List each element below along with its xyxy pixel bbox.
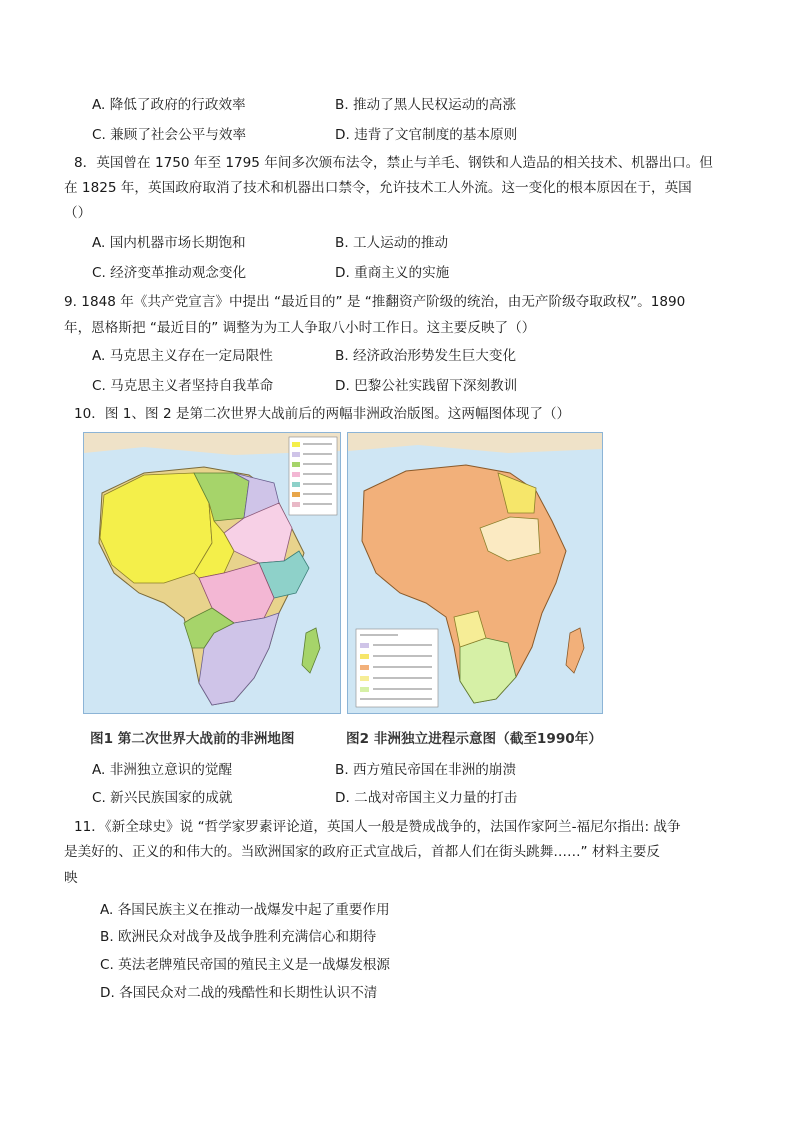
fig1-caption: 图1 第二次世界大战前的非洲地图 [90, 731, 295, 747]
q8-option-a: A. 国内机器市场长期饱和 [92, 235, 246, 251]
q8-option-b: B. 工人运动的推动 [335, 235, 449, 251]
q9-stem-line1: 9. 1848 年《共产党宣言》中提出 “最近目的” 是 “推翻资产阶级的统治，由无产阶级夺取政权”。1890 [64, 294, 686, 310]
q11-option-a: A. 各国民族主义在推动一战爆发中起了重要作用 [100, 902, 390, 918]
q11-stem-line1: 11．《新全球史》说 “哲学家罗素评论道，英国人一般是赞成战争的，法国作家阿兰-福尼尔指出: 战争 [74, 819, 681, 835]
q11-option-c: C. 英法老牌殖民帝国的殖民主义是一战爆发根源 [100, 957, 391, 973]
q11-stem-line3: 映 [64, 870, 78, 886]
q9-option-b: B. 经济政治形势发生巨大变化 [335, 348, 517, 364]
q7-option-d: D. 违背了文官制度的基本原则 [335, 127, 518, 143]
q11-stem-line2: 是美好的、正义的和伟大的。当欧洲国家的政府正式宣战后，首都人们在街头跳舞……” 材料主要反 [64, 844, 660, 860]
africa-map-prewar [83, 432, 341, 714]
africa-map-independence [347, 432, 603, 714]
q8-stem-line3: （） [64, 205, 92, 221]
fig2-caption: 图2 非洲独立进程示意图（截至1990年） [346, 731, 602, 747]
q11-option-d: D. 各国民众对二战的残酷性和长期性认识不清 [100, 985, 378, 1001]
q9-stem-line2: 年，恩格斯把 “最近目的” 调整为为工人争取八小时工作日。这主要反映了（） [64, 320, 536, 336]
q7-option-c: C. 兼顾了社会公平与效率 [92, 127, 247, 143]
q9-option-d: D. 巴黎公社实践留下深刻教训 [335, 378, 518, 394]
q10-option-c: C. 新兴民族国家的成就 [92, 790, 233, 806]
q7-option-a: A. 降低了政府的行政效率 [92, 97, 246, 113]
q10-option-b: B. 西方殖民帝国在非洲的崩溃 [335, 762, 517, 778]
q8-stem-line1: 8．英国曾在 1750 年至 1795 年间多次颁布法令，禁止与羊毛、钢铁和人造品的相关技术、机器出口。但 [74, 155, 713, 171]
q10-option-a: A. 非洲独立意识的觉醒 [92, 762, 233, 778]
q10-stem: 10．图 1、图 2 是第二次世界大战前后的两幅非洲政治版图。这两幅图体现了（） [74, 406, 571, 422]
africa-maps [83, 432, 603, 714]
q8-option-c: C. 经济变革推动观念变化 [92, 265, 247, 281]
q8-stem-line2: 在 1825 年，英国政府取消了技术和机器出口禁令，允许技术工人外流。这一变化的根本原因在于，英国 [64, 180, 692, 196]
q11-option-b: B. 欧洲民众对战争及战争胜利充满信心和期待 [100, 929, 377, 945]
q8-option-d: D. 重商主义的实施 [335, 265, 450, 281]
q10-option-d: D. 二战对帝国主义力量的打击 [335, 790, 518, 806]
q9-option-c: C. 马克思主义者坚持自我革命 [92, 378, 274, 394]
q9-option-a: A. 马克思主义存在一定局限性 [92, 348, 273, 364]
q7-option-b: B. 推动了黑人民权运动的高涨 [335, 97, 517, 113]
